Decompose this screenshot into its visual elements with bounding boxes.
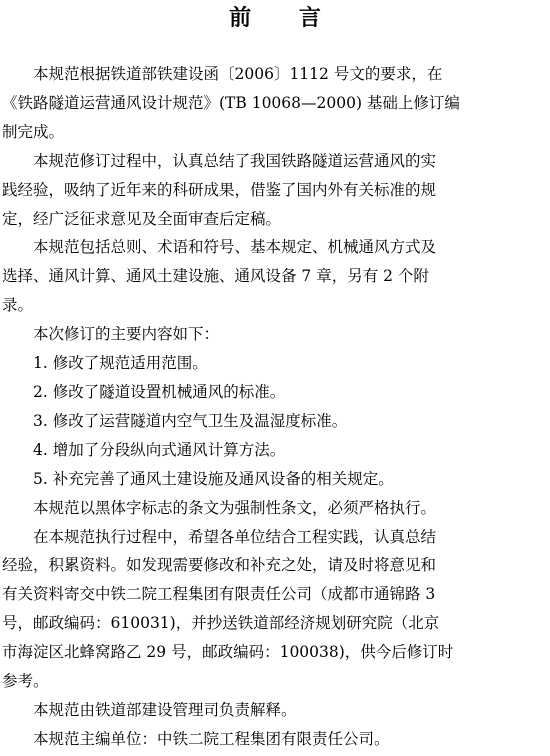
paragraph-line: 参考。 [2, 672, 49, 691]
paragraph-line: 本规范修订过程中，认真总结了我国铁路隧道运营通风的实 [33, 151, 437, 170]
paragraph-line: 市海淀区北蜂窝路乙 29 号，邮政编码：100038)，供今后修订时 [2, 643, 454, 662]
paragraph-line: 本规范根据铁道部铁建设函〔2006〕1112 号文的要求，在 [33, 65, 443, 83]
list-item: 1. 修改了规范适用范围。 [33, 354, 208, 373]
list-item: 2. 修改了隧道设置机械通风的标准。 [33, 382, 286, 401]
list-item: 5. 补充完善了通风土建设施及通风设备的相关规定。 [33, 469, 394, 488]
paragraph-contents [2, 233, 547, 320]
paragraph-line: 定，经广泛征求意见及全面审查后定稿。 [2, 209, 282, 228]
paragraph-interpretation: 本规范由铁道部建设管理司负责解释。 [33, 700, 297, 719]
paragraph-revision-process [2, 147, 547, 234]
paragraph-mandatory-clauses: 本规范以黑体字标志的条文为强制性条文，必须严格执行。 [33, 498, 437, 517]
list-item: 4. 增加了分段纵向式通风计算方法。 [33, 440, 286, 459]
paragraph-line: 本规范包括总则、术语和符号、基本规定、机械通风方式及 [33, 238, 437, 257]
paragraph-main-changes-intro: 本次修订的主要内容如下： [33, 325, 220, 344]
preface-body [2, 60, 547, 754]
paragraph-line: 录。 [2, 296, 34, 315]
paragraph-line: 号，邮政编码：610031)，并抄送铁道部经济规划研究院（北京 [2, 614, 440, 633]
paragraph-basis [2, 60, 547, 147]
paragraph-line: 《铁路隧道运营通风设计规范》(TB 10068—2000) 基础上修订编 [2, 93, 460, 112]
paragraph-line: 有关资料寄交中铁二院工程集团有限责任公司（成都市通锦路 3 [2, 585, 436, 604]
paragraph-line: 选择、通风计算、通风土建设施、通风设备 7 章，另有 2 个附 [2, 267, 429, 286]
paragraph-line: 制完成。 [2, 122, 65, 141]
paragraph-line: 在本规范执行过程中，希望各单位结合工程实践，认真总结 [33, 527, 437, 546]
page-title: 前 言 [229, 5, 341, 31]
list-item: 3. 修改了运营隧道内空气卫生及温湿度标准。 [33, 411, 348, 430]
paragraph-feedback [2, 523, 547, 696]
paragraph-chief-editor: 本规范主编单位：中铁二院工程集团有限责任公司。 [33, 729, 390, 748]
paragraph-line: 践经验，吸纳了近年来的科研成果，借鉴了国内外有关标准的规 [2, 180, 437, 199]
paragraph-line: 经验，积累资料。如发现需要修改和补充之处，请及时将意见和 [2, 556, 437, 575]
